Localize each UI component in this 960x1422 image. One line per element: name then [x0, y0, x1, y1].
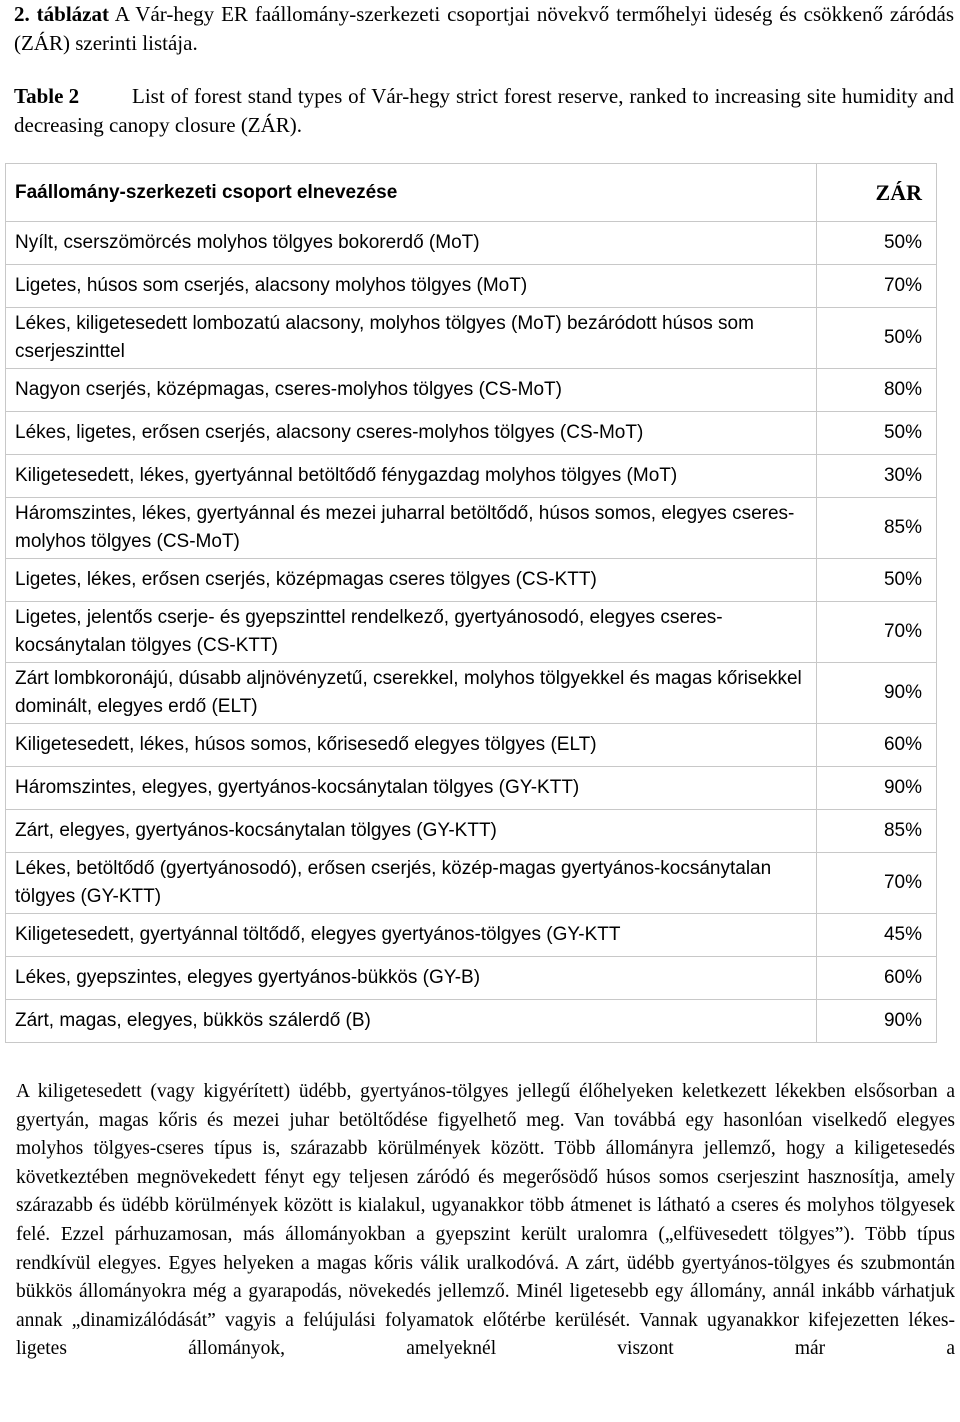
table-row	[6, 412, 937, 455]
stand-type-name: Lékes, gyepszintes, elegyes gyertyános-bükkös (GY-B)	[6, 957, 817, 1000]
stand-type-name: Lékes, betöltődő (gyertyánosodó), erősen cserjés, közép-magas gyertyános-kocsánytalan tölgyes (GY-KTT)	[6, 853, 817, 914]
table-header-row	[6, 164, 937, 222]
stand-type-name: Zárt lombkoronájú, dúsabb aljnövényzetű, cserekkel, molyhos tölgyekkel és magas kőrisekkel dominált, elegyes erdő (ELT)	[6, 663, 817, 724]
zar-value: 70%	[817, 265, 937, 308]
table-caption-hungarian	[14, 0, 954, 58]
table-number-english: Table 2	[14, 84, 80, 108]
body-paragraph: A kiligetesedett (vagy kigyérített) üdébb, gyertyános-tölgyes jellegű élőhelyeken keletkezett lékekben elsősorban a gyertyán, magas kőris és mezei juhar betöltődése figyelhető meg. Van továbbá egy hasonlóan viselkedő elegyes molyhos tölgyes-cseres típus is, szárazabb körülmények között. Több állományra jellemző, hogy a kiligetesedés következtében megnövekedett fényt egy teljesen záródó és megerősödő húsos somos cserjeszint hasznosítja, amely szárazabb és üdébb körülmények között is kialakul, ugyanakkor több átmenet is látható a cseres és molyhos tölgyesek felé. Ezzel párhuzamosan, más állományokban a gyepszint került uralomra („elfüvesedett tölgyes”). Több típus rendkívül elegyes. Egyes helyeken a magas kőris válik uralkodóvá. A zárt, üdébb gyertyános-tölgyes és szubmontán bükkös állományokra még a gyarapodás, növekedés jellemző. Minél ligetesebb egy állomány, annál inkább várhatjuk annak „dinamizálódását” vagyis a felújulási folyamatok előtérbe kerülését. Vannak ugyanakkor kifejezetten lékes-ligetes állományok, amelyeknél viszont már a	[16, 1081, 955, 1360]
stand-type-name: Nyílt, cserszömörcés molyhos tölgyes bokorerdő (MoT)	[6, 222, 817, 265]
table-row	[6, 914, 937, 957]
table-row	[6, 498, 937, 559]
stand-type-name: Lékes, ligetes, erősen cserjés, alacsony cseres-molyhos tölgyes (CS-MoT)	[6, 412, 817, 455]
forest-stand-table	[5, 163, 937, 1043]
stand-type-name: Háromszintes, elegyes, gyertyános-kocsánytalan tölgyes (GY-KTT)	[6, 767, 817, 810]
stand-type-name: Kiligetesedett, gyertyánnal töltődő, elegyes gyertyános-tölgyes (GY-KTT	[6, 914, 817, 957]
stand-type-name: Zárt, elegyes, gyertyános-kocsánytalan tölgyes (GY-KTT)	[6, 810, 817, 853]
caption-text-hungarian: A Vár-hegy ER faállomány-szerkezeti csoportjai növekvő termőhelyi üdeség és csökkenő záródás (ZÁR) szerinti listája.	[14, 2, 954, 55]
column-header-name: Faállomány-szerkezeti csoport elnevezése	[6, 164, 817, 222]
zar-value: 90%	[817, 663, 937, 724]
table-caption-english	[14, 82, 954, 140]
zar-value: 90%	[817, 767, 937, 810]
table-row	[6, 810, 937, 853]
zar-value: 50%	[817, 559, 937, 602]
table-row	[6, 663, 937, 724]
zar-value: 50%	[817, 412, 937, 455]
caption-text-english: List of forest stand types of Vár-hegy strict forest reserve, ranked to increasing site humidity and decreasing canopy closure (ZÁR).	[14, 84, 954, 137]
zar-value: 70%	[817, 853, 937, 914]
table-row	[6, 308, 937, 369]
table-row	[6, 724, 937, 767]
stand-type-name: Kiligetesedett, lékes, gyertyánnal betöltődő fénygazdag molyhos tölgyes (MoT)	[6, 455, 817, 498]
table-number-hungarian: 2. táblázat	[14, 2, 109, 26]
stand-type-name: Ligetes, jelentős cserje- és gyepszinttel rendelkező, gyertyánosodó, elegyes cseres-kocsánytalan tölgyes (CS-KTT)	[6, 602, 817, 663]
stand-type-name: Háromszintes, lékes, gyertyánnal és mezei juharral betöltődő, húsos somos, elegyes cseres-molyhos tölgyes (CS-MoT)	[6, 498, 817, 559]
zar-value: 50%	[817, 308, 937, 369]
stand-type-name: Ligetes, húsos som cserjés, alacsony molyhos tölgyes (MoT)	[6, 265, 817, 308]
table-row	[6, 369, 937, 412]
zar-value: 80%	[817, 369, 937, 412]
column-header-zar: ZÁR	[817, 164, 937, 222]
zar-value: 60%	[817, 724, 937, 767]
table-row	[6, 767, 937, 810]
table-row	[6, 1000, 937, 1043]
stand-type-name: Zárt, magas, elegyes, bükkös szálerdő (B)	[6, 1000, 817, 1043]
zar-value: 50%	[817, 222, 937, 265]
table-row	[6, 222, 937, 265]
zar-value: 60%	[817, 957, 937, 1000]
zar-value: 90%	[817, 1000, 937, 1043]
zar-value: 85%	[817, 810, 937, 853]
stand-type-name: Lékes, kiligetesedett lombozatú alacsony, molyhos tölgyes (MoT) bezáródott húsos som cserjeszinttel	[6, 308, 817, 369]
zar-value: 70%	[817, 602, 937, 663]
stand-type-name: Ligetes, lékes, erősen cserjés, középmagas cseres tölgyes (CS-KTT)	[6, 559, 817, 602]
zar-value: 30%	[817, 455, 937, 498]
table-row	[6, 265, 937, 308]
zar-value: 45%	[817, 914, 937, 957]
table-row	[6, 853, 937, 914]
table-row	[6, 602, 937, 663]
stand-type-name: Nagyon cserjés, középmagas, cseres-molyhos tölgyes (CS-MoT)	[6, 369, 817, 412]
zar-value: 85%	[817, 498, 937, 559]
table-row	[6, 559, 937, 602]
table-row	[6, 455, 937, 498]
stand-type-name: Kiligetesedett, lékes, húsos somos, kőrisesedő elegyes tölgyes (ELT)	[6, 724, 817, 767]
table-row	[6, 957, 937, 1000]
